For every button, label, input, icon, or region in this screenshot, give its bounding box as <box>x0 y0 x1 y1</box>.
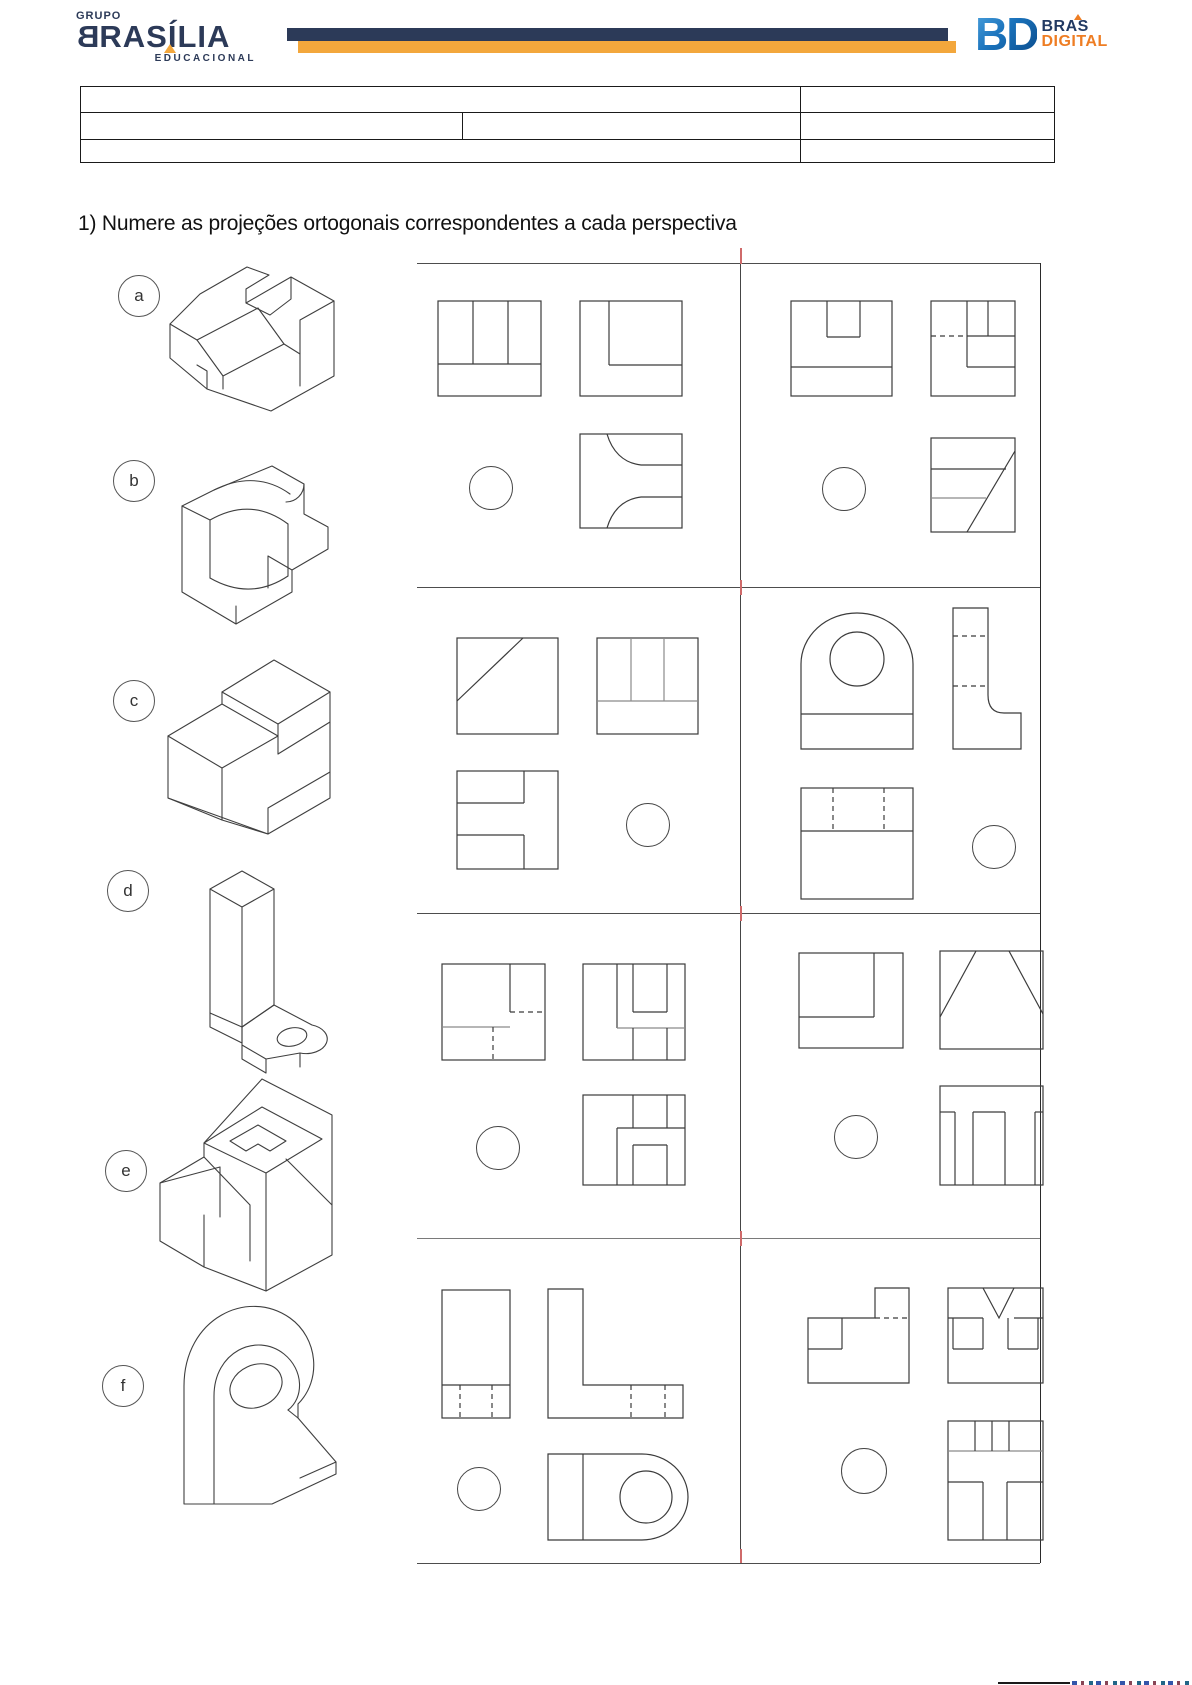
answer-circle[interactable] <box>834 1115 878 1159</box>
table-cell-3a[interactable] <box>81 140 800 162</box>
perspective-drawing-a <box>150 258 335 423</box>
bd-orange-triangle-icon <box>1074 14 1082 20</box>
perspective-label-d: d <box>107 870 149 912</box>
answer-circle[interactable] <box>457 1467 501 1511</box>
answer-circle[interactable] <box>822 467 866 511</box>
perspective-label-c: c <box>113 680 155 722</box>
header-navy-bar <box>287 28 948 41</box>
grupo-brasilia-logo <box>76 10 256 64</box>
bd-digital-text: DIGITAL <box>1041 33 1108 50</box>
answer-circle[interactable] <box>476 1126 520 1170</box>
projection-view <box>952 607 1022 750</box>
perspective-label-b: b <box>113 460 155 502</box>
worksheet-id-table <box>80 86 1055 163</box>
projection-view <box>800 607 914 750</box>
projection-view <box>798 952 904 1049</box>
projection-view <box>456 770 559 870</box>
table-row-3 <box>81 140 1054 162</box>
table-cell-1a[interactable] <box>81 87 800 112</box>
projection-view <box>807 1287 910 1384</box>
table-cell-2a[interactable] <box>81 113 462 139</box>
perspective-label-a: a <box>118 275 160 317</box>
table-cell-3b[interactable] <box>801 140 1054 162</box>
orange-triangle-icon <box>164 44 176 53</box>
table-row-2 <box>81 113 1054 140</box>
grid-line-h4 <box>417 1238 1040 1239</box>
table-cell-1b[interactable] <box>801 87 1054 112</box>
page-edge-artifact <box>998 1682 1070 1684</box>
table-cell-2b[interactable] <box>463 113 800 139</box>
question-title: 1) Numere as projeções ortogonais correspondentes a cada perspectiva <box>78 212 737 235</box>
projection-view <box>547 1288 684 1419</box>
projection-view <box>456 637 559 735</box>
answer-circle[interactable] <box>626 803 670 847</box>
logo-educacional-text: EDUCACIONAL <box>154 53 256 64</box>
projection-view <box>547 1453 692 1541</box>
table-cell-2c[interactable] <box>801 113 1054 139</box>
bras-digital-logo <box>975 8 1108 60</box>
projection-view <box>930 300 1016 397</box>
projection-view <box>947 1420 1044 1541</box>
projection-view <box>800 787 914 900</box>
projection-view <box>790 300 893 397</box>
table-row-1 <box>81 87 1054 113</box>
projection-view <box>579 433 683 529</box>
header-orange-bar <box>298 41 956 53</box>
projection-view <box>582 1094 686 1186</box>
projection-view <box>437 300 542 397</box>
perspective-drawing-d <box>148 845 333 1085</box>
bd-initials-text: BD <box>975 8 1038 60</box>
projection-view <box>939 950 1044 1050</box>
perspective-drawing-f <box>150 1268 340 1508</box>
projection-view <box>947 1287 1044 1384</box>
projection-view <box>582 963 686 1061</box>
grid-line-h5 <box>417 1563 1040 1564</box>
projection-view <box>930 437 1016 533</box>
logo-grupo-text: GRUPO <box>76 10 122 22</box>
page-edge-artifact <box>1072 1681 1192 1685</box>
grid-line-h2 <box>417 587 1040 588</box>
perspective-drawing-b <box>158 448 333 648</box>
grid-line-h1 <box>417 263 1040 264</box>
answer-circle[interactable] <box>841 1448 887 1494</box>
answer-circle[interactable] <box>469 466 513 510</box>
projection-view <box>579 300 683 397</box>
perspective-label-e: e <box>105 1150 147 1192</box>
perspective-label-f: f <box>102 1365 144 1407</box>
logo-brasilia-text: BRASÍLIA <box>76 19 231 54</box>
projection-view <box>939 1085 1044 1186</box>
grid-line-h3 <box>417 913 1040 914</box>
projection-view <box>596 637 699 735</box>
perspective-drawing-c <box>152 648 337 873</box>
bd-bras-text: BRAS <box>1041 18 1089 35</box>
answer-circle[interactable] <box>972 825 1016 869</box>
projection-view <box>441 963 546 1061</box>
projection-view <box>441 1289 511 1419</box>
